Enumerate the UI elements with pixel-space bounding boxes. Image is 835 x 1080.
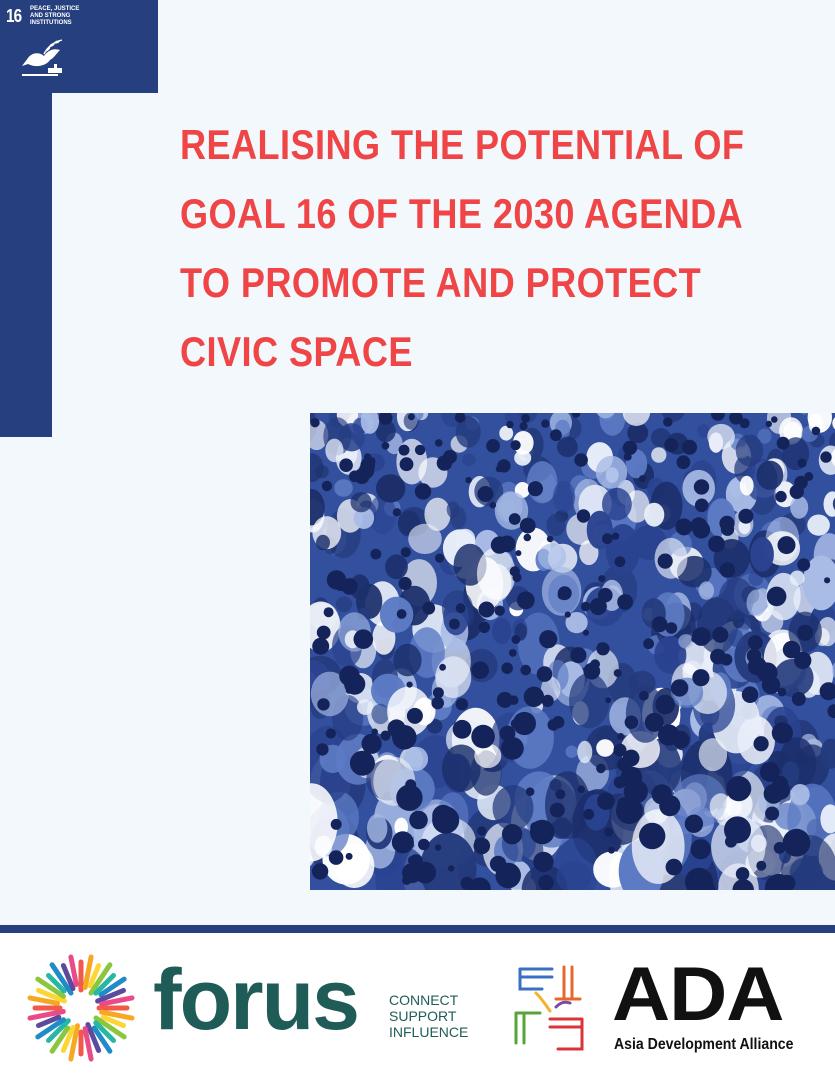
sdg16-badge: [0, 0, 158, 93]
crowd-illustration: [310, 413, 835, 890]
report-title: [180, 110, 745, 386]
title-line: REALISING THE POTENTIAL OF: [180, 121, 745, 168]
forus-tagline-line: INFLUENCE: [389, 1024, 469, 1040]
title-line: GOAL 16 OF THE 2030 AGENDA: [180, 190, 744, 237]
sdg-label-line: INSTITUTIONS: [30, 20, 72, 26]
forus-logo-wordmark: forus: [153, 952, 358, 1048]
ada-hands-icon: [512, 963, 590, 1055]
title-line: CIVIC SPACE: [180, 328, 413, 375]
forus-tagline-line: SUPPORT: [389, 1008, 457, 1024]
footer-rule: [0, 925, 835, 933]
sdg-label: [30, 6, 90, 27]
sdg-label-line: PEACE, JUSTICE: [30, 6, 80, 12]
ada-logo-wordmark: ADA: [612, 952, 784, 1037]
sdg-side-bar: [0, 93, 52, 437]
crowd-of-protesters-photo: [310, 413, 835, 890]
sdg-number: 16: [6, 6, 22, 26]
title-line: TO PROMOTE AND PROTECT: [180, 259, 702, 306]
sdg-label-line: AND STRONG: [30, 13, 71, 19]
forus-tagline: [389, 992, 468, 1040]
forus-tagline-line: CONNECT: [389, 992, 459, 1008]
ada-subtitle: Asia Development Alliance: [614, 1036, 794, 1053]
forus-burst-icon: [25, 952, 137, 1064]
dove-with-gavel-icon: [18, 38, 70, 82]
